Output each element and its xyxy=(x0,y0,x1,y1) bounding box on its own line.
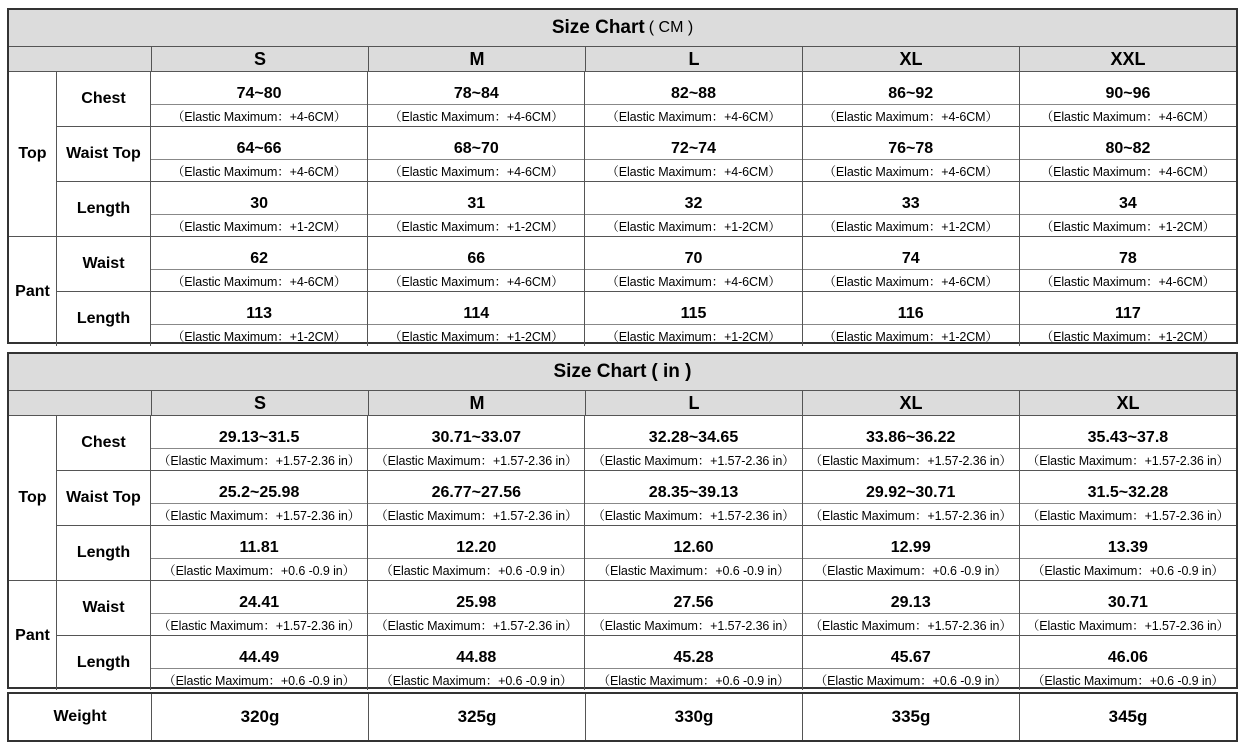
elastic-note: （Elastic Maximum：+4-6CM） xyxy=(585,159,801,181)
size-header-row xyxy=(9,391,1236,416)
measurement-cell xyxy=(151,416,368,470)
table-row xyxy=(57,581,1236,636)
measurement-cell xyxy=(585,581,802,635)
group-rows xyxy=(57,237,1236,346)
size-header-s: S xyxy=(152,391,369,415)
measurement-value: 12.99 xyxy=(890,539,931,556)
table-row xyxy=(57,182,1236,236)
measurement-value: 45.67 xyxy=(890,649,931,666)
measurement-cell xyxy=(803,292,1020,346)
elastic-note: （Elastic Maximum：+1.57-2.36 in） xyxy=(368,503,584,525)
row-cells xyxy=(151,72,1236,126)
measurement-value: 115 xyxy=(680,305,707,322)
size-header-xl-2: XL xyxy=(1116,392,1140,413)
elastic-note: （Elastic Maximum：+1.57-2.36 in） xyxy=(368,448,584,470)
group-label: Top xyxy=(9,416,57,580)
title-unit: ( CM ) xyxy=(648,19,694,36)
row-label: Chest xyxy=(57,72,151,126)
elastic-note: （Elastic Maximum：+1.57-2.36 in） xyxy=(1020,613,1236,635)
table-row xyxy=(57,416,1236,471)
measurement-cell xyxy=(803,72,1020,126)
row-label: Waist xyxy=(57,581,151,635)
measurement-value: 44.88 xyxy=(456,649,497,666)
measurement-value: 29.92~30.71 xyxy=(866,484,956,501)
measurement-value: 45.28 xyxy=(673,649,714,666)
elastic-note: （Elastic Maximum：+4-6CM） xyxy=(368,269,584,291)
group-rows xyxy=(57,581,1236,690)
measurement-cell xyxy=(1020,416,1236,470)
row-label: Length xyxy=(57,526,151,580)
measurement-cell xyxy=(803,416,1020,470)
size-header-l: L xyxy=(586,391,803,415)
measurement-value: 34 xyxy=(1119,195,1137,212)
measurement-cell xyxy=(585,636,802,690)
row-label: Length xyxy=(57,292,151,346)
size-chart-cm-title xyxy=(9,10,1236,47)
measurement-value: 26.77~27.56 xyxy=(431,484,522,501)
row-label: Length xyxy=(57,636,151,690)
measurement-value: 76~78 xyxy=(888,140,934,157)
table-row xyxy=(57,526,1236,580)
group-pant xyxy=(9,237,1236,346)
measurement-value: 30.71 xyxy=(1107,594,1148,611)
elastic-note: （Elastic Maximum：+0.6 -0.9 in） xyxy=(803,558,1019,580)
measurement-cell xyxy=(1020,127,1236,181)
measurement-cell xyxy=(368,72,585,126)
elastic-note: （Elastic Maximum：+1.57-2.36 in） xyxy=(368,613,584,635)
row-label: Waist Top xyxy=(57,471,151,525)
size-chart-cm-table xyxy=(7,8,1238,344)
row-cells xyxy=(151,416,1236,470)
measurement-value: 66 xyxy=(467,250,486,267)
elastic-note: （Elastic Maximum：+1.57-2.36 in） xyxy=(1020,503,1236,525)
measurement-cell xyxy=(585,127,802,181)
weight-value-l: 330g xyxy=(586,694,803,740)
measurement-cell xyxy=(151,526,368,580)
measurement-cell xyxy=(368,636,585,690)
measurement-cell xyxy=(368,581,585,635)
measurement-value: 29.13 xyxy=(890,594,931,611)
measurement-value: 117 xyxy=(1115,305,1141,322)
group-rows xyxy=(57,416,1236,580)
measurement-value: 116 xyxy=(897,305,924,322)
row-cells xyxy=(151,581,1236,635)
measurement-cell xyxy=(1020,636,1236,690)
measurement-value: 78~84 xyxy=(453,85,499,102)
elastic-note: （Elastic Maximum：+1.57-2.36 in） xyxy=(803,448,1019,470)
elastic-note: （Elastic Maximum：+4-6CM） xyxy=(803,159,1019,181)
measurement-cell xyxy=(1020,292,1236,346)
measurement-value: 32.28~34.65 xyxy=(648,429,739,446)
header-blank-cell xyxy=(9,391,152,415)
row-cells xyxy=(151,526,1236,580)
measurement-value: 78 xyxy=(1119,250,1137,267)
measurement-cell xyxy=(803,581,1020,635)
measurement-value: 28.35~39.13 xyxy=(648,484,739,501)
group-pant xyxy=(9,581,1236,690)
measurement-value: 32 xyxy=(684,195,703,212)
elastic-note: （Elastic Maximum：+0.6 -0.9 in） xyxy=(803,668,1019,690)
measurement-cell xyxy=(368,237,585,291)
weight-label: Weight xyxy=(9,694,152,740)
measurement-cell xyxy=(151,581,368,635)
row-cells xyxy=(151,636,1236,690)
row-cells xyxy=(151,237,1236,291)
weight-table xyxy=(7,692,1238,742)
elastic-note: （Elastic Maximum：+1-2CM） xyxy=(151,214,367,236)
measurement-value: 74~80 xyxy=(236,85,282,102)
elastic-note: （Elastic Maximum：+4-6CM） xyxy=(585,104,801,126)
group-label: Pant xyxy=(9,237,57,346)
measurement-value: 70 xyxy=(684,250,703,267)
measurement-cell xyxy=(803,526,1020,580)
elastic-note: （Elastic Maximum：+4-6CM） xyxy=(1020,269,1236,291)
elastic-note: （Elastic Maximum：+0.6 -0.9 in） xyxy=(151,558,367,580)
measurement-cell xyxy=(368,292,585,346)
measurement-value: 80~82 xyxy=(1105,140,1151,157)
elastic-note: （Elastic Maximum：+4-6CM） xyxy=(151,159,367,181)
weight-value-m: 325g xyxy=(369,694,586,740)
row-cells xyxy=(151,127,1236,181)
measurement-cell xyxy=(1020,526,1236,580)
elastic-note: （Elastic Maximum：+4-6CM） xyxy=(151,104,367,126)
row-cells xyxy=(151,292,1236,346)
measurement-cell xyxy=(803,237,1020,291)
size-header-m: M xyxy=(369,47,586,71)
elastic-note: （Elastic Maximum：+0.6 -0.9 in） xyxy=(585,668,801,690)
measurement-value: 33.86~36.22 xyxy=(866,429,956,446)
row-label: Chest xyxy=(57,416,151,470)
elastic-note: （Elastic Maximum：+4-6CM） xyxy=(585,269,801,291)
row-label: Length xyxy=(57,182,151,236)
measurement-cell xyxy=(368,182,585,236)
elastic-note: （Elastic Maximum：+4-6CM） xyxy=(803,269,1019,291)
size-header-l: L xyxy=(586,47,803,71)
measurement-cell xyxy=(1020,471,1236,525)
measurement-value: 30 xyxy=(250,195,268,212)
elastic-note: （Elastic Maximum：+1.57-2.36 in） xyxy=(803,503,1019,525)
elastic-note: （Elastic Maximum：+1.57-2.36 in） xyxy=(1020,448,1236,470)
measurement-cell xyxy=(368,471,585,525)
measurement-cell xyxy=(151,237,368,291)
elastic-note: （Elastic Maximum：+0.6 -0.9 in） xyxy=(368,668,584,690)
table-row xyxy=(57,72,1236,127)
row-cells xyxy=(151,182,1236,236)
measurement-cell xyxy=(151,127,368,181)
title-text: Size Chart xyxy=(551,17,645,38)
measurement-value: 31.5~32.28 xyxy=(1087,484,1169,501)
measurement-value: 72~74 xyxy=(671,140,716,157)
measurement-value: 11.81 xyxy=(239,539,279,556)
elastic-note: （Elastic Maximum：+1-2CM） xyxy=(585,214,801,236)
measurement-value: 24.41 xyxy=(239,594,280,611)
weight-value-s: 320g xyxy=(152,694,369,740)
measurement-cell xyxy=(368,526,585,580)
table-row xyxy=(57,636,1236,690)
elastic-note: （Elastic Maximum：+1-2CM） xyxy=(1020,324,1236,346)
elastic-note: （Elastic Maximum：+0.6 -0.9 in） xyxy=(368,558,584,580)
measurement-cell xyxy=(803,636,1020,690)
measurement-cell xyxy=(803,471,1020,525)
elastic-note: （Elastic Maximum：+4-6CM） xyxy=(1020,104,1236,126)
elastic-note: （Elastic Maximum：+1.57-2.36 in） xyxy=(151,448,367,470)
measurement-value: 74 xyxy=(901,250,920,267)
weight-row xyxy=(9,694,1236,740)
title-text: Size Chart xyxy=(553,361,647,382)
title-unit: ( in ) xyxy=(651,361,692,382)
measurement-cell xyxy=(585,416,802,470)
elastic-note: （Elastic Maximum：+4-6CM） xyxy=(368,159,584,181)
measurement-value: 31 xyxy=(467,195,486,212)
elastic-note: （Elastic Maximum：+1.57-2.36 in） xyxy=(151,503,367,525)
measurement-cell xyxy=(151,72,368,126)
elastic-note: （Elastic Maximum：+0.6 -0.9 in） xyxy=(1020,668,1236,690)
elastic-note: （Elastic Maximum：+1-2CM） xyxy=(585,324,801,346)
measurement-cell xyxy=(803,182,1020,236)
table-row xyxy=(57,127,1236,182)
size-header-xl: XL xyxy=(803,391,1020,415)
size-header-s: S xyxy=(152,47,369,71)
group-label: Pant xyxy=(9,581,57,690)
size-header-m: M xyxy=(369,391,586,415)
measurement-cell xyxy=(368,127,585,181)
elastic-note: （Elastic Maximum：+4-6CM） xyxy=(803,104,1019,126)
table-row xyxy=(57,237,1236,292)
measurement-value: 113 xyxy=(246,305,272,322)
measurement-value: 46.06 xyxy=(1107,649,1148,666)
table-row xyxy=(57,471,1236,526)
size-chart-inch-table xyxy=(7,352,1238,689)
elastic-note: （Elastic Maximum：+1-2CM） xyxy=(368,324,584,346)
size-header-xxl: XXL xyxy=(1110,48,1146,69)
group-top xyxy=(9,72,1236,237)
measurement-value: 114 xyxy=(463,305,490,322)
measurement-cell xyxy=(368,416,585,470)
weight-value-xxl: 345g xyxy=(1108,707,1148,726)
header-blank-cell xyxy=(9,47,152,71)
elastic-note: （Elastic Maximum：+4-6CM） xyxy=(151,269,367,291)
elastic-note: （Elastic Maximum：+1.57-2.36 in） xyxy=(151,613,367,635)
measurement-value: 64~66 xyxy=(236,140,282,157)
measurement-value: 62 xyxy=(250,250,268,267)
elastic-note: （Elastic Maximum：+0.6 -0.9 in） xyxy=(585,558,801,580)
measurement-value: 29.13~31.5 xyxy=(218,429,300,446)
measurement-value: 44.49 xyxy=(239,649,280,666)
weight-value-xl: 335g xyxy=(803,694,1020,740)
measurement-value: 33 xyxy=(901,195,920,212)
row-cells xyxy=(151,471,1236,525)
measurement-cell xyxy=(1020,72,1236,126)
measurement-value: 90~96 xyxy=(1105,85,1151,102)
measurement-cell xyxy=(585,182,802,236)
elastic-note: （Elastic Maximum：+4-6CM） xyxy=(368,104,584,126)
measurement-cell xyxy=(151,636,368,690)
measurement-value: 12.20 xyxy=(456,539,497,556)
group-rows xyxy=(57,72,1236,236)
measurement-value: 86~92 xyxy=(888,85,934,102)
row-label: Waist Top xyxy=(57,127,151,181)
measurement-cell xyxy=(1020,182,1236,236)
measurement-cell xyxy=(151,292,368,346)
elastic-note: （Elastic Maximum：+1-2CM） xyxy=(803,324,1019,346)
measurement-value: 25.2~25.98 xyxy=(218,484,300,501)
elastic-note: （Elastic Maximum：+0.6 -0.9 in） xyxy=(151,668,367,690)
size-chart-inch-title xyxy=(9,354,1236,391)
size-header-xl: XL xyxy=(803,47,1020,71)
elastic-note: （Elastic Maximum：+1.57-2.36 in） xyxy=(803,613,1019,635)
measurement-cell xyxy=(585,237,802,291)
measurement-value: 12.60 xyxy=(673,539,714,556)
elastic-note: （Elastic Maximum：+1.57-2.36 in） xyxy=(585,613,801,635)
elastic-note: （Elastic Maximum：+0.6 -0.9 in） xyxy=(1020,558,1236,580)
measurement-value: 82~88 xyxy=(671,85,716,102)
table-row xyxy=(57,292,1236,346)
elastic-note: （Elastic Maximum：+1.57-2.36 in） xyxy=(585,503,801,525)
row-label: Waist xyxy=(57,237,151,291)
measurement-cell xyxy=(1020,581,1236,635)
group-top xyxy=(9,416,1236,581)
measurement-cell xyxy=(803,127,1020,181)
measurement-cell xyxy=(585,526,802,580)
measurement-value: 68~70 xyxy=(453,140,499,157)
elastic-note: （Elastic Maximum：+4-6CM） xyxy=(1020,159,1236,181)
elastic-note: （Elastic Maximum：+1-2CM） xyxy=(803,214,1019,236)
measurement-cell xyxy=(585,471,802,525)
measurement-value: 13.39 xyxy=(1107,539,1148,556)
measurement-cell xyxy=(585,72,802,126)
measurement-cell xyxy=(1020,237,1236,291)
elastic-note: （Elastic Maximum：+1-2CM） xyxy=(368,214,584,236)
size-header-row xyxy=(9,47,1236,72)
measurement-cell xyxy=(151,182,368,236)
measurement-groups xyxy=(9,416,1236,690)
weight-cells xyxy=(152,694,1236,740)
elastic-note: （Elastic Maximum：+1-2CM） xyxy=(1020,214,1236,236)
measurement-cell xyxy=(151,471,368,525)
measurement-value: 27.56 xyxy=(673,594,714,611)
measurement-cell xyxy=(585,292,802,346)
elastic-note: （Elastic Maximum：+1-2CM） xyxy=(151,324,367,346)
measurement-value: 35.43~37.8 xyxy=(1087,429,1169,446)
measurement-groups xyxy=(9,72,1236,346)
elastic-note: （Elastic Maximum：+1.57-2.36 in） xyxy=(585,448,801,470)
measurement-value: 25.98 xyxy=(456,594,497,611)
measurement-value: 30.71~33.07 xyxy=(431,429,522,446)
group-label: Top xyxy=(9,72,57,236)
